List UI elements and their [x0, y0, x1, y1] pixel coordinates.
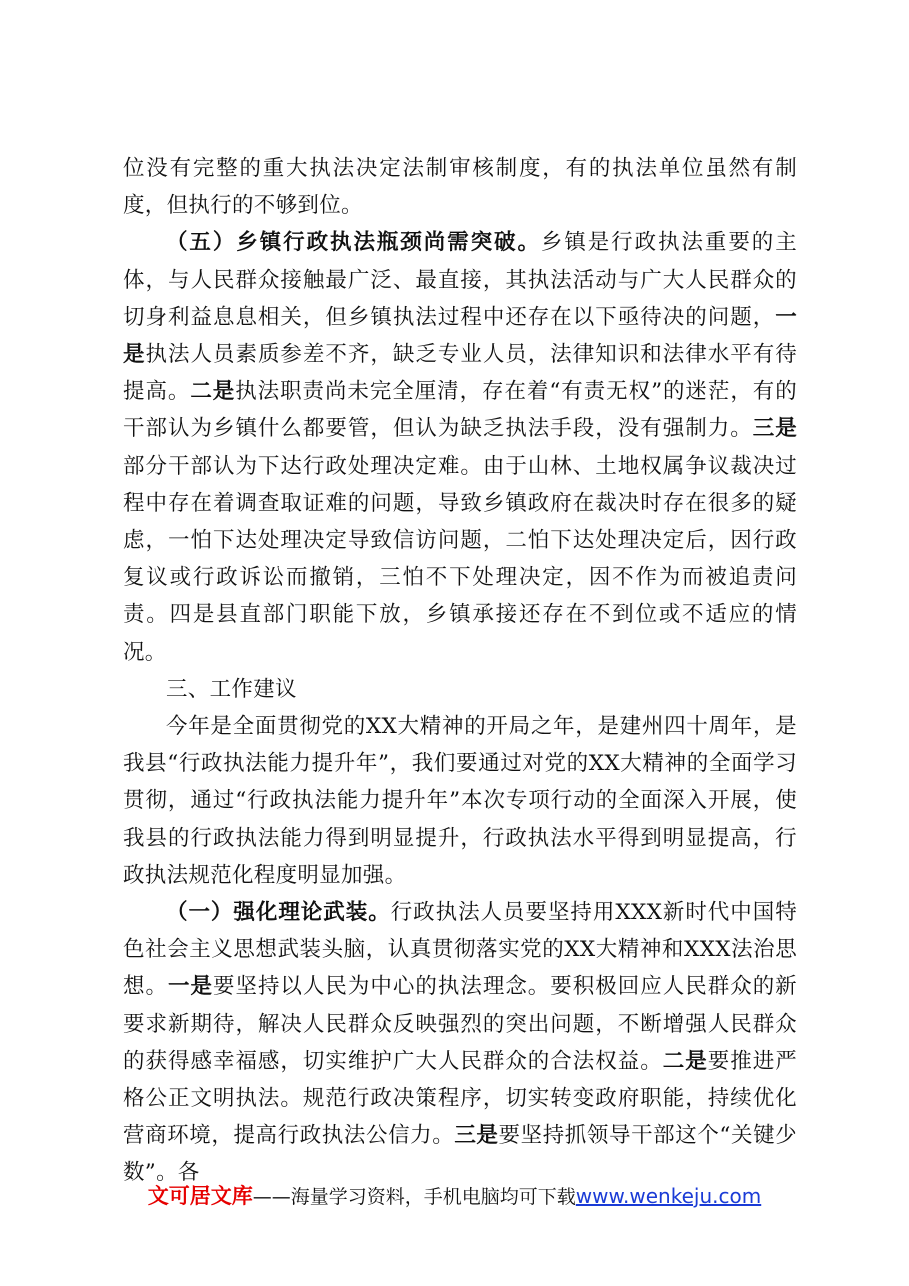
- point-marker-1: 一是: [123, 304, 797, 368]
- paragraph-theory: [123, 894, 797, 1192]
- paragraph-township-enforcement: [123, 224, 797, 670]
- point-marker-3: 三是: [752, 416, 797, 442]
- section-heading-5: （五）乡镇行政执法瓶颈尚需突破。: [166, 230, 541, 256]
- paragraph-text: 部分干部认为下达行政处理决定难。由于山林、土地权属争议裁决过程中存在着调查取证难的问题，导致乡镇政府在裁决时存在很多的疑虑，一怕下达处理决定导致信访问题，二怕下达处理决定后，因行政复议或行政诉讼而撤销，三怕不下处理决定，因不作为而被追责问责。四是县直部门职能下放，乡镇承接还存在不到位或不适应的情况。: [123, 453, 797, 665]
- document-body: [123, 150, 797, 1192]
- paragraph-text: 乡镇是行政执法重要的主体，与人民群众接触最广泛、最直接，其执法活动与广大人民群众的切身利益息息相关，但乡镇执法过程中还存在以下亟待决的问题，: [123, 230, 797, 330]
- paragraph-text: 执法职责尚未完全厘清，存在着“有责无权”的迷茫，有的干部认为乡镇什么都要管，但认为缺乏执法手段，没有强制力。: [123, 379, 797, 442]
- footer-banner: [0, 1180, 909, 1213]
- paragraph-intro: 今年是全面贯彻党的XX大精神的开局之年，是建州四十周年，是我县“行政执法能力提升年”，我们要通过对党的XX大精神的全面学习贯彻，通过“行政执法能力提升年”本次专项行动的全面深入开展，使我县的行政执法能力得到明显提升，行政执法水平得到明显提高，行政执法规范化程度明显加强。: [123, 714, 797, 888]
- footer-brand: 文可居文库: [147, 1184, 253, 1208]
- point-marker-2: 二是: [190, 379, 236, 405]
- paragraph-continuation: 位没有完整的重大执法决定法制审核制度，有的执法单位虽然有制度，但执行的不够到位。: [123, 156, 797, 219]
- paragraph-text: 行政执法人员要坚持用XXX新时代中国特色社会主义思想武装头脑，认真贯彻落实党的XX大精神和XXX法治思想。: [123, 900, 797, 1000]
- footer-tagline: ——海量学习资料，手机电脑均可下载: [252, 1186, 576, 1208]
- paragraph-text: 要坚持以人民为中心的执法理念。要积极回应人民群众的新要求新期待，解决人民群众反映强烈的突出问题，不断增强人民群众的获得感幸福感，切实维护广大人民群众的合法权益。: [123, 974, 797, 1074]
- point-marker-1: 一是: [167, 974, 213, 1000]
- paragraph-text: 要推进严格公正文明执法。规范行政决策程序，切实转变政府职能，持续优化营商环境，提高行政执法公信力。: [123, 1048, 798, 1149]
- footer-link[interactable]: www.wenkeju.com: [575, 1184, 762, 1208]
- section-heading-1: （一）强化理论武装。: [166, 900, 391, 926]
- section-title: 三、工作建议: [166, 676, 297, 702]
- point-marker-2: 二是: [662, 1048, 708, 1074]
- point-marker-3: 三是: [454, 1123, 499, 1149]
- paragraph-text: 执法人员素质参差不齐，缺乏专业人员，法律知识和法律水平有待提高。: [123, 342, 797, 405]
- paragraph-text: 要坚持抓领导干部这个“关键少数”。各: [123, 1123, 797, 1186]
